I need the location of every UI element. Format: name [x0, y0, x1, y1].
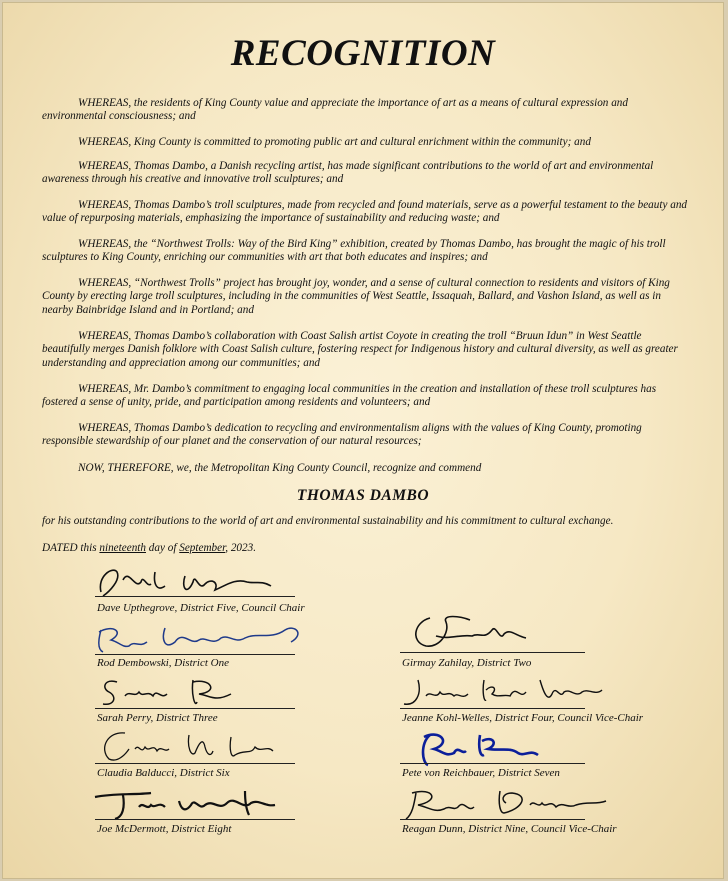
signatory-name-dembowski: Rod Dembowski, District One — [97, 657, 229, 669]
whereas-clause-2: WHEREAS, King County is committed to promoting public art and cultural enrichment within the community; and — [78, 136, 591, 148]
whereas-clause-4: WHEREAS, Thomas Dambo’s troll sculptures, made from recycled and found materials, serve as a powerful testament to the beauty and value of repurposing materials, emphasizing the importance of sustainability and reducing waste; and — [42, 199, 688, 225]
honoree-name: THOMAS DAMBO — [296, 487, 430, 504]
whereas-clause-1: WHEREAS, the residents of King County value and appreciate the importance of art as a means of cultural expression and environmental consciousness; and — [42, 97, 628, 123]
whereas-clause-9: WHEREAS, Thomas Dambo’s dedication to recycling and environmentalism aligns with the values of King County, promoting responsible stewardship of our planet and the conservation of our natural resources; — [42, 422, 642, 448]
whereas-clause-3: WHEREAS, Thomas Dambo, a Danish recycling artist, has made significant contributions to the world of art and environmental awareness through his creative and innovative troll sculptures; and — [42, 160, 654, 186]
signatory-name-upthegrove: Dave Upthegrove, District Five, Council Chair — [97, 602, 305, 614]
whereas-clause-7: WHEREAS, Thomas Dambo’s collaboration with Coast Salish artist Coyote in creating the troll “Bruun Idun” in West Seattle beautifully merges Danish folklore with Coast Salish culture, fostering respect for Indigenous history and cultural diversity, as well as greater understanding and appreciation among our communities; and — [42, 330, 678, 369]
whereas-clause-5: WHEREAS, the “Northwest Trolls: Way of the Bird King” exhibition, created by Thomas Dambo, has brought the magic of his troll sculptures to King County, enriching our communities with art that both educates and inspires; and — [42, 238, 666, 264]
dated-suffix: , 2023. — [225, 542, 256, 554]
signatory-name-dunn: Reagan Dunn, District Nine, Council Vice-Chair — [402, 823, 617, 835]
dated-day: nineteenth — [99, 542, 146, 554]
dated-prefix: DATED this — [42, 542, 100, 554]
commendation-text: for his outstanding contributions to the world of art and environmental sustainability and his commitment to cultural exchange. — [42, 515, 614, 527]
document-title: RECOGNITION — [230, 33, 496, 74]
whereas-clause-8: WHEREAS, Mr. Dambo’s commitment to engaging local communities in the creation and installation of these troll sculptures has fostered a sense of unity, pride, and participation among residents and volunteers; and — [42, 383, 657, 409]
resolution-statement: NOW, THEREFORE, we, the Metropolitan King County Council, recognize and commend — [78, 462, 482, 474]
dated-month: September — [179, 542, 226, 554]
signatory-name-balducci: Claudia Balducci, District Six — [97, 767, 230, 779]
signatory-name-mcdermott: Joe McDermott, District Eight — [97, 823, 232, 835]
signatory-name-kohl-welles: Jeanne Kohl-Welles, District Four, Council Vice-Chair — [402, 712, 644, 724]
signatory-name-reichbauer: Pete von Reichbauer, District Seven — [402, 767, 560, 779]
signatory-name-perry: Sarah Perry, District Three — [97, 712, 218, 724]
whereas-clause-6: WHEREAS, “Northwest Trolls” project has brought joy, wonder, and a sense of cultural connection to residents and visitors of King County by erecting large troll sculptures, including in the communities of West Seattle, Issaquah, Ballard, and Vashon Island, as well as in nearby Bainbridge Island and in Portland; and — [42, 277, 670, 316]
dated-line — [42, 542, 692, 555]
recognition-document — [2, 2, 724, 879]
dated-middle: day of — [146, 542, 180, 554]
signatory-name-zahilay: Girmay Zahilay, District Two — [402, 657, 532, 669]
